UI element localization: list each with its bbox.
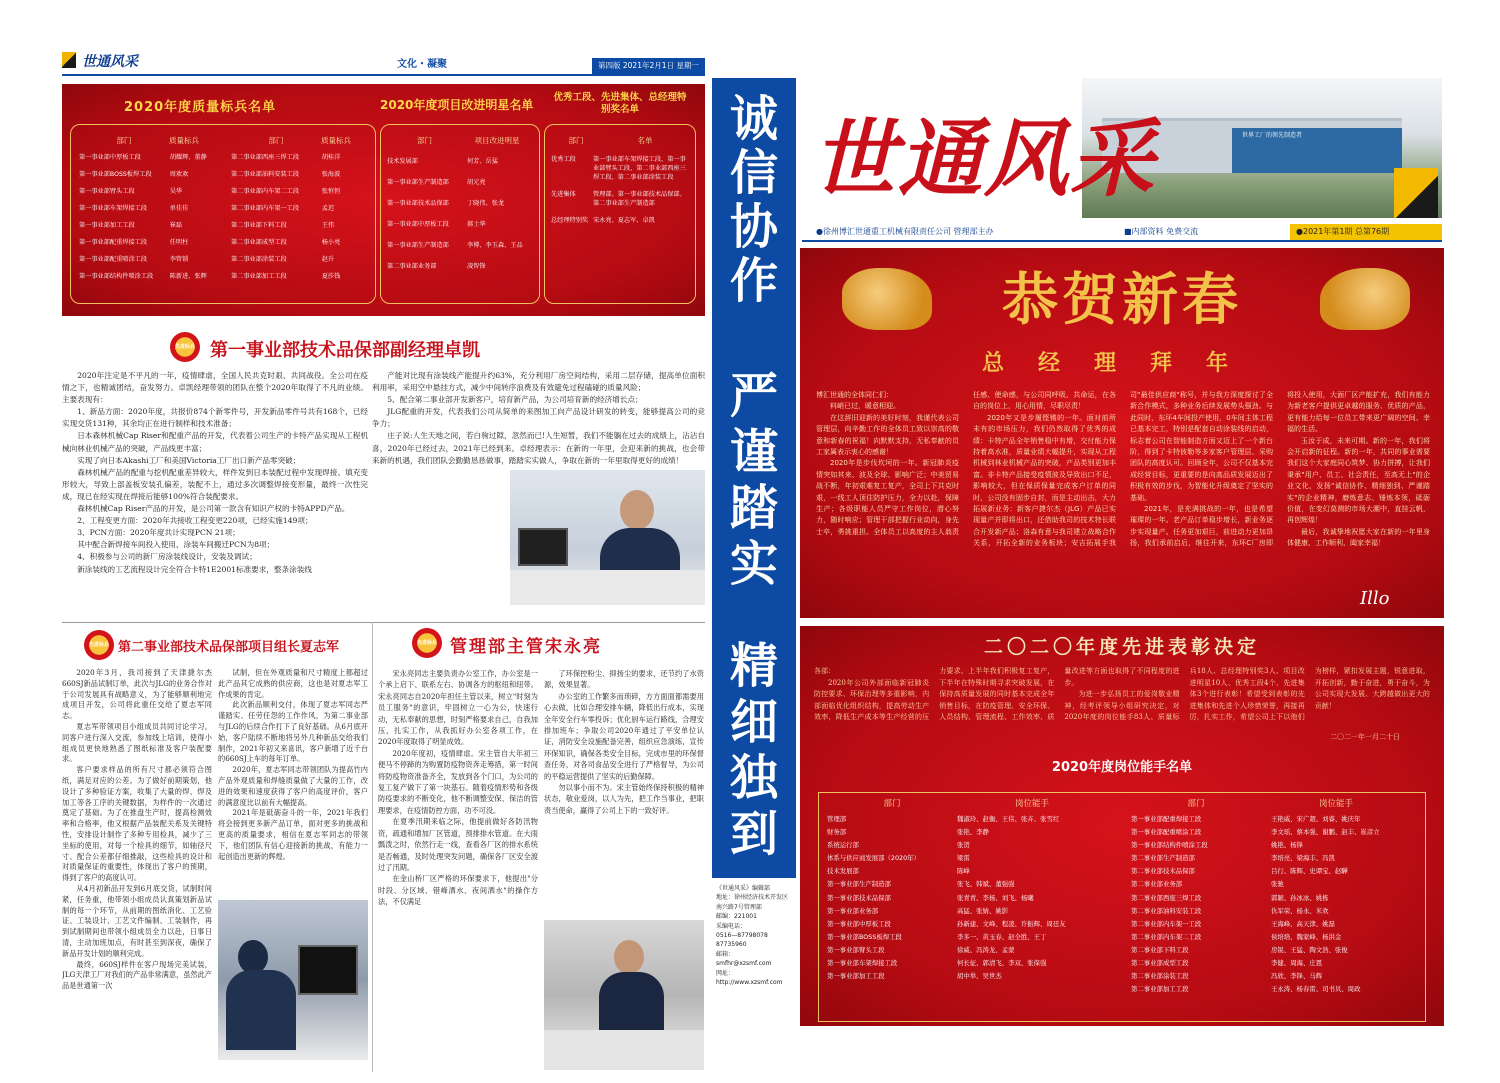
row-names: 王伟: [321, 222, 335, 229]
table-row: [827, 880, 1117, 889]
article2-col2: [218, 668, 368, 898]
row-names: 胡桂洋: [321, 154, 341, 161]
free-note: ■内部资料 免费交流: [1124, 227, 1199, 236]
row-dept: 系统运行部: [827, 841, 859, 850]
row-names: 周欢欢: [169, 171, 189, 178]
row-names: 胡中举、吴世杰: [957, 972, 1002, 981]
paragraph: 最终，660SJ样件在客户现场完美试装，JLG天津工厂对我们的产品非常满意，虽然此产品是世通第一次: [62, 959, 212, 991]
row-dept: 第一事业部中厚板工段: [79, 154, 141, 161]
row-names: 侯培培、魏家峰、杨洪金: [1271, 932, 1342, 941]
issue-number: ●2021年第1期 总第76期: [1290, 224, 1442, 240]
row-names: 李健、周海、庄恩: [1271, 959, 1323, 968]
row-names: 李培亮、梁海丰、冯凯: [1271, 854, 1335, 863]
row-names: 张恒恒: [321, 188, 341, 195]
row-dept: 第一事业部业务部: [827, 906, 879, 915]
experts-h2b: 岗位能手: [1318, 799, 1353, 809]
table-row: [827, 946, 1117, 955]
row-names: 胡元亮: [467, 179, 486, 186]
row-dept: 第二事业部西座三焊工段: [231, 154, 300, 161]
article3-photo: [544, 920, 704, 1070]
banner-title-quality: 2020年度质量标兵名单: [124, 100, 277, 115]
paragraph: 3、PCN方面：2020年度共计实现PCN 21项；: [77, 528, 240, 538]
row-names: 张海波: [321, 171, 341, 178]
row-names: 张驰: [1271, 880, 1284, 889]
row-dept: 第二事业部内车架二工段: [231, 188, 300, 195]
row-dept: 第一事业部配重焊接工段: [79, 239, 148, 246]
row-names: 吕行、陈辉、史谭宝、赵驊: [1271, 867, 1348, 876]
row-names: 陈新进、张辉: [169, 273, 207, 280]
row-dept: 第一事业部臂头工段: [79, 188, 135, 195]
salutation: 料峭已过，暖意相迎。: [830, 402, 900, 411]
paragraph: 新涂装线的工艺流程设计完全符合卡特1E2001标准要求，整条涂装线: [77, 564, 312, 574]
row-dept: 第二事业部涂装工段: [1131, 972, 1189, 981]
table-row: [387, 178, 537, 187]
paragraph: 为进一步弘扬员工的爱岗敬业精神，经考评领导小组研究决定，对2020年度的岗位能手83人、质量标兵18人、总经理特别奖3人、项目改进明星10人、优秀工段4个、先进集体3个进行表彰！希望受到表彰的先进集体和先进个人珍惜荣誉，再接再厉，扎实工作，希望公司上下以他们为榜样，紧扣发展主题，锐意进取，开拓创新，勤于奋进，勇于奋斗，为公司实现大发展、大跨越做出更大的贡献！: [1064, 667, 1430, 722]
award-badge-icon: [412, 628, 442, 658]
article1-photo: [510, 470, 705, 605]
masthead-logo-icon: [1394, 168, 1438, 218]
improve-table: [380, 124, 540, 304]
paragraph: 夏志军带领项目小组成员共同讨论学习，同客户进行深入交流，参加线上培训，使得小组成员更快地熟悉了图纸标准及客户装配要求。: [62, 721, 212, 764]
banner-title-improve: 2020年度项目改进明星名单: [380, 98, 534, 112]
row-dept: 第二事业部西座三焊工段: [1131, 893, 1202, 902]
row-dept: 体系与供应商发展部（2020年）: [827, 854, 920, 863]
quality-h1: 部门: [116, 136, 132, 145]
row-dept: 第二事业部业务部: [1131, 880, 1183, 889]
table-row: [827, 894, 1117, 903]
article3-col1: [378, 668, 538, 1068]
row-dept: 第一事业部生产制造部: [387, 179, 449, 186]
row-names: 冯欣、李锋、马辉: [1271, 972, 1323, 981]
award-title: 二〇二〇年度先进表彰决定: [983, 636, 1260, 658]
quality-h1b: 部门: [268, 136, 284, 145]
table-row: [387, 241, 537, 250]
row-names: 张艳、李静: [957, 828, 989, 837]
row-names: 胡耀辉、董静: [169, 154, 207, 161]
row-dept: 财务部: [827, 828, 847, 837]
table-row: [231, 221, 371, 230]
row-dept: 第一事业部生产制造部: [827, 880, 891, 889]
ox-right-icon: [1320, 268, 1410, 330]
slogan-column: [712, 78, 796, 878]
greeting: 博汇世通的全体同仁们：: [816, 391, 893, 399]
quality-table: [70, 124, 376, 304]
row-dept: 第二事业部下料工段: [1131, 945, 1189, 954]
newyear-panel: [800, 248, 1444, 618]
small-masthead: [62, 48, 705, 76]
row-names: 管理部、第一事业部技术品保部、第二事业部生产制造部: [593, 191, 686, 207]
table-row: [827, 972, 1117, 981]
table-row: [1131, 880, 1421, 889]
row-names: 赵升: [321, 256, 335, 263]
improve-h2: 项目改进明星: [474, 136, 520, 145]
paragraph: 2020年3月，我司接到了天津捷尔杰660SJ新品试制订单，此次与JLG的业务合作对于公司发展具有战略意义，为了能够顺利地完成项目开发，公司将此重任交给了夏志军同志。: [62, 668, 212, 721]
row-dept: 管理部: [827, 815, 847, 823]
badge-text: 先进标兵: [88, 642, 109, 648]
table-row: [231, 153, 371, 162]
row-dept: 第二事业部业务部: [387, 263, 437, 270]
row-dept: 第二事业部加工工段: [231, 273, 287, 280]
row-names: 房锐、王猛、陶文浩、张俊: [1271, 945, 1348, 954]
logo-icon: [62, 52, 76, 68]
honor-banner: [62, 84, 705, 316]
row-dept: 第二事业部成型工段: [231, 239, 287, 246]
row-dept: 技术发展部: [387, 158, 418, 165]
slogan-3: 精细独到: [729, 638, 778, 862]
row-names: 李多一、黄玉春、赵全胜、王丁: [957, 932, 1047, 941]
table-row: [1131, 907, 1421, 916]
table-row: [1131, 972, 1421, 981]
table-row: [827, 920, 1117, 929]
factory-sign: 世界工厂的领先制造者: [1242, 132, 1303, 139]
table-row: [827, 867, 1117, 876]
quality-right-col: [231, 135, 371, 289]
paragraph: 玉汝于成，未来可期。新的一年，我们将会开启新的征程。新的一年，共同的事业需要我们这个大家庭同心筑梦、协力拼搏，让我们秉承"用户、员工、社会责任，至高无上"的企业文化，发扬"诚信协作、精细独到、严谨踏实"的企业精神，磨炼意志、锤炼本领，砥砺价值，在变幻莫测的市场大潮中，直挂云帆，再创辉煌！: [1287, 436, 1430, 525]
paragraph: JLG配重的开发，代表我们公司从简单的来图加工向产品设计研发的转变，能够提高公司的竞争力；: [372, 407, 705, 429]
quality-right-rows: [231, 153, 371, 281]
row-names: 凌智锋: [467, 263, 486, 270]
paragraph: 2020年度初，疫情肆虐。宋主管自大年初三便马不停蹄的为购置防疫物资奔走筹措，第一时间将防疫物资准备齐全，发放到各个门口，为公司的复工复产做下了第一块基石。随着疫情形势和各级防疫要求的不断变化，他不断调整安保、保洁的管理要求，在疫情防控方面，功不可没。: [378, 748, 538, 815]
slogan-2: 严谨踏实: [729, 368, 778, 592]
divider: [62, 622, 705, 623]
row-names: 王艳威、宋广超、刘睿、姚庆年: [1271, 815, 1361, 823]
paragraph: 在夏季汛期来临之际，他提前做好各防汛物资，疏通和增加厂区管道，预排排水管道。在大雨瓢泼之时，依然行走一线，查看各厂区的排水系统是否畅通，及时处理突发问题，确保各厂区安全渡过了汛期。: [378, 817, 538, 872]
paragraph: 办公室的工作繁多而琐碎，方方面面都需要用心去做，比如合理安排车辆，降低出行成本，实现全年安全行车零投诉；优化厨车运行路线，合理安排加班车；争取公司2020年通过了平安单位认证，消防安全设施配备完善，组织应急演练，宣传环保知识，确保各类安全目标，完成市里的环保督查任务，对各司食品安全进行了严格督导，为公司的平稳运营提供了坚实的后勤保障。: [544, 691, 704, 781]
table-row: [1131, 894, 1421, 903]
row-dept: 第一事业部加工工段: [79, 222, 135, 229]
row-names: 王永涛、杨春雷、司书贝、周政: [1271, 985, 1361, 994]
row-names: 李管锁: [169, 256, 189, 263]
row-dept: 第二事业部加工工段: [1131, 985, 1189, 994]
article2-photo: [218, 900, 368, 1060]
paragraph: 2020年，夏志军同志带领团队为提高竹内产品外观质量和焊缝质量做了大量的工作，改进的效果和速度获得了客户的高度评价，客户的满意度比以前有大幅提高。: [218, 765, 368, 807]
row-dept: 先进集体: [551, 191, 576, 198]
row-dept: 第一事业部配重喷涂工段: [79, 256, 148, 263]
quality-h2b: 质量标兵: [321, 136, 351, 145]
banner-title-excellent: 优秀工段、先进集体、总经理特别奖名单: [553, 92, 687, 115]
badge-text: 先进标兵: [174, 344, 195, 350]
masthead-info-bar: [802, 224, 1442, 242]
paragraph: 勿以事小而不为。宋主管始终保持积极的精神状态，敬业爱岗，以人为先，把工作当事业，把职责当使命，赢得了公司上下的一致好评。: [544, 783, 704, 815]
newyear-subtitle: 总经理拜年: [981, 351, 1262, 376]
article2-title: 第二事业部技术品保部项目组长夏志军: [118, 640, 340, 655]
table-row: [827, 841, 1117, 850]
paragraph: 4、积极参与公司的新厂房涂装线设计，安装及调试；: [77, 552, 257, 562]
row-names: 郝士华: [467, 221, 486, 228]
table-row: [79, 170, 219, 179]
table-row: [79, 221, 219, 230]
table-row: [1131, 841, 1421, 850]
row-names: 张青青、李杨、刘飞、杨曦: [957, 893, 1034, 902]
editorial-phone1: 0516—87798078: [716, 932, 768, 940]
row-names: 任明柱: [169, 239, 189, 246]
table-row: [231, 238, 371, 247]
experts-h1b: 部门: [1187, 799, 1205, 809]
masthead-area: [802, 78, 1442, 223]
paragraph: 日本森林机械Cap Riser和配重产品的开发，代表着公司生产的卡特产品实现从工程机械向林业机械产品的突破，产品线更丰富；: [62, 431, 368, 453]
row-names: 杨小亮: [321, 239, 341, 246]
paragraph: 其中配合新焊接车间投入使用、涂装车间搬迁PCN为8项；: [77, 540, 275, 550]
row-names: 丁晓伟、张龙: [467, 200, 505, 207]
paragraph: 5、配合第二事业部开发新客户，培育新产品，为公司培育新的经济增长点；: [387, 395, 643, 405]
table-row: [79, 187, 219, 196]
table-row: [827, 854, 1117, 863]
ox-left-icon: [842, 268, 932, 330]
paragraph: 2、工程变更方面：2020年共接收工程变更220项，已经实施149项；: [77, 516, 313, 526]
row-dept: 第二事业部油料安装工段: [1131, 906, 1202, 915]
table-row: [1131, 946, 1421, 955]
experts-left-rows: [827, 815, 1117, 982]
editorial-web-label: 网址：: [716, 969, 735, 977]
article2-header: [84, 630, 374, 662]
table-row: [387, 199, 537, 208]
table-row: [827, 907, 1117, 916]
table-row: [1131, 959, 1421, 968]
table-row: [79, 153, 219, 162]
row-names: 张飞、韩斌、董强强: [957, 880, 1015, 889]
table-row: [1131, 920, 1421, 929]
editorial-box: [712, 880, 796, 1030]
editorial-phone-label: 采编电话：: [716, 922, 747, 930]
row-names: 第一事业部车架焊接工段、第一事业部臂头工段、第二事业部西座三焊工段、第二事业部涂装工段: [593, 156, 686, 181]
award-badge-icon: [84, 630, 114, 660]
paragraph: 产能对比现有涂装线产能提升约63%，充分利用厂房空间结构，采用二层存储，提高单位面积利用率，采用空中悬挂方式，减少中间转序浪费及有效避免过程磕碰的质量风险；: [372, 371, 705, 393]
paragraph: 试制，但在外观质量和尺寸精度上都超过此产品其它成熟的供应商，这也是对夏志军工作成果的肯定。: [218, 668, 368, 699]
paragraph: 各部：: [814, 667, 835, 675]
row-names: 何芳、岳猛: [467, 158, 498, 165]
row-dept: 第一事业部车架焊接工段: [827, 959, 898, 968]
section-label: 文化・凝聚: [397, 59, 447, 70]
table-row: [551, 190, 693, 208]
editorial-email: smfhr@xzsmf.com: [716, 960, 772, 968]
row-names: 崔磊: [169, 222, 183, 229]
row-names: 李博、李玉森、王品: [467, 242, 523, 249]
article1-header: [170, 330, 670, 366]
paragraph: 客户要求样品的所有尺寸都必须符合图纸，满足对应的公差。为了做好前期策划，他设计了多种验证方案，收集了大量的焊、焊及加工等各工序的关键数据，为样件的一次通过奠定了基础。为了在推盘生产时，提高检测效率和合格率，他又根据产品装配关系及关键特性，安排设计制作了多种专用检具，减少了三坐标的使用，对每一个检具的细节，如轴径尺寸、配合公差都仔细推敲，这些检具的设计和对质量保证的重要性，体现出了客户的预期，得到了客户的高度认可。: [62, 765, 212, 883]
row-dept: 第一事业部车架焊接工段: [79, 205, 148, 212]
paragraph: 从4月初新品开发到6月底交货，试制时间紧，任务重，他带领小组成员认真策划新品试制的每一个环节，从前期的图纸消化、工艺验证、工装设计、工艺文件编制、工装制作，再到试制期间也带领小组成员全力以赴，日事日清，主动加班加点，有时甚至到深夜，确保了新品开发计划的顺利完成。: [62, 883, 212, 958]
paragraph: 2020年又是步履铿锵的一年。面对前所未有的市场压力，我们仍然取得了优秀的成绩：卡特产品全年销售稳中有增，交付能力保持着高水准，质量业绩大幅提升，实现从工程机械到林业机械产品的突破，产品类别更加丰富。非卡特产品接受疫情波及导致出口不足，影响较大，但在保质保量完成客户订单的同时，公司没有固步自封，而是主动出击，大力拓展新业务：新客户捷尔杰（JLG）产品已实现量产并即将出口，还借助我司的技术特长联合开发新产品；洛森有意与我司建立战略合作关系，开拓全新的业务板块；安吉拓展手我司"最佳供应商"称号，并与我方深度探讨了全新合作模式，多种业务后续发展势头强劲。与此同时，东环4车间投产使用，0车间主体工程已基本完工，特别是配套自动涂装线的启动，标志着公司在智能制造方面又迈上了一个新台阶，得到了卡特彼勒等多家客户管理层、采购团队的高度认可。回顾全年，公司不仅基本完成经营目标，更重要的是向高品质发展迈出了积极有效的步伐，为智能化升级奠定了坚实的基础。: [973, 391, 1273, 548]
row-dept: 第一事业部生产制造部: [387, 242, 449, 249]
table-row: [79, 272, 219, 281]
row-names: 徐威、冯涛龙、孟蒙: [957, 945, 1015, 954]
signature: Illo: [1360, 588, 1390, 609]
article3-col2: [544, 668, 704, 913]
row-names: 陈峰: [957, 867, 970, 876]
editorial-zip: 邮编：221001: [716, 913, 757, 921]
row-dept: 第一事业部配重焊接工段: [1131, 815, 1202, 823]
row-names: 吴华: [169, 188, 183, 195]
award-badge-icon: [170, 332, 200, 362]
paragraph: 森林机械产品的配重与挖机配重差异较大，样件发到日本装配过程中发现焊接、填充变形较大，导致上部盖板安装孔偏差，装配不上，通过多次调整焊接变形量，最终一次性完成，现已在经实现在焊接后能够100%符合装配要求。: [62, 467, 368, 501]
table-row: [1131, 828, 1421, 837]
table-row: [827, 933, 1117, 942]
newyear-title: 恭贺新春: [1002, 268, 1242, 333]
row-dept: 第一事业部加工工段: [827, 972, 885, 981]
table-row: [231, 204, 371, 213]
table-row: [827, 959, 1117, 968]
row-names: 魏淑玲、赵衡、王伟、张卉、张雪红: [957, 815, 1060, 823]
quality-left-col: [79, 135, 219, 289]
row-names: 夏莎钱: [321, 273, 341, 280]
paragraph: 最后，我诚挚地祝愿大家在新的一年里身体健康、工作顺利、阖家幸福！: [1287, 527, 1430, 548]
row-dept: 第一事业部BOSS板焊工段: [827, 932, 902, 941]
editorial-addr: 地址：徐州经济技术开发区南兴路7号管理部: [716, 894, 789, 911]
table-row: [827, 815, 1117, 824]
masthead-title: 世通风采: [812, 109, 1157, 208]
excellent-table: [544, 124, 696, 304]
paragraph: 2020年注定是不平凡的一年，疫情肆虐，全国人民共克时艰、共同战役。全公司在疫情之下，也精诚团结，奋发努力。卓凯经理带领的团队在整个2020年取得了不凡的业绩。主要表现有：: [62, 371, 368, 405]
paragraph: 森林机械Cap Riser产品的开发，是公司第一款含有知识产权的卡特APPD产品。: [77, 504, 350, 514]
table-row: [231, 187, 371, 196]
experts-h2: 岗位能手: [1014, 799, 1049, 809]
table-row: [1131, 815, 1421, 824]
table-row: [1131, 933, 1421, 942]
row-names: 孙新建、文峰、程凌、许振辉、周廷友: [957, 919, 1066, 928]
editorial-phone2: 87735960: [716, 941, 747, 949]
table-row: [827, 828, 1117, 837]
newyear-text: [816, 390, 1430, 610]
paragraph: 宋永亮同志主要负责办公室工作，办公室是一个承上启下、联系左右、协调各方的枢纽和纽带。宋永亮同志自2020年担任主管以来，树立"时刻为员工服务"的意识，牢固树立一心为公，快速行动，无私奉献的思想，时刻严格要求自己，自我加压，扎实工作，从我抓好办公室各项工作，在2020年度取得了明显成效。: [378, 669, 538, 747]
row-names: 孟迟: [321, 205, 335, 212]
row-names: 何长征、郭清飞、李双、张保强: [957, 959, 1047, 968]
row-dept: 第二事业部油料安装工段: [231, 171, 300, 178]
row-dept: 优秀工段: [551, 156, 576, 163]
paragraph: 实现了向日本Akashi工厂和美国Victoria工厂出口新产品零突破；: [77, 455, 301, 465]
quality-h2: 质量标兵: [169, 136, 199, 145]
row-names: 郭颖、孙冰冰、姚栋: [1271, 893, 1329, 902]
row-names: 高猛、张婧、姚影: [957, 906, 1009, 915]
row-dept: 技术发展部: [827, 867, 859, 876]
paragraph: 了环保控粉尘、抑扬尘的要求，还节约了水资源，效果显著。: [544, 669, 704, 690]
small-logo-text: 世通风采: [82, 54, 138, 70]
paragraph: 在这辞旧迎新的美好时刻，我谨代表公司管理层，向辛勤工作的全体员工致以崇高的敬意和新春的祝福！向默默支持，无私奉献的员工家属表示衷心的感谢！: [816, 413, 959, 457]
table-row: [387, 262, 537, 271]
article2-col1: [62, 668, 212, 1068]
slogan-1: 诚信协作: [729, 91, 778, 309]
edition-label: 第四版 2021年2月1日 星期一: [592, 58, 705, 74]
sponsor: ●徐州博汇世通重工机械有限责任公司 管理部主办: [816, 227, 994, 236]
paragraph: 2020年公司外部面临新冠肺炎防控要求、环保治理等多重影响，内部面临优化组织结构，提高劳动生产效率，降低生产成本等生产经营的压力要求。上半年我们积极复工复产，下半年在特殊时期寻求突破发展，在保持高质量发展的同时基本完成全年销售目标，在防疫管理、安全环保、人员结构、管理流程、工作效率、质量改进等方面也取得了不同程度的进步。: [814, 667, 1180, 722]
award-panel: [800, 626, 1444, 1026]
improve-rows: [387, 157, 537, 283]
row-dept: 第一事业部中厚板工段: [827, 919, 891, 928]
paragraph: 2021年，是充满挑战的一年，也是希望璀璨的一年。老产品订单稳步增长，新业务逐步实现量产。任务更加艰巨，前进动力更加昂扬，我们承前启后，继往开来，东环C厂房即将投入使用，大面厂区产能扩充，我们有能力为新老客户提供更卓越的服务、优质的产品，更有能力给每一位员工带来更广阔的空间、幸福的生活。: [1130, 391, 1430, 548]
row-names: 张贺: [957, 841, 970, 850]
paragraph: 2021年是砥砺奋斗的一年，2021年我们将会接到更多新产品订单，面对更多的挑战和更高的质量要求，相信在夏志军同志的带领下，他们团队有信心迎接新的挑战，有能力一起创造出更新的辉煌。: [218, 808, 368, 861]
row-names: 仇军荣、杨永、米欢: [1271, 906, 1329, 915]
badge-text: 先进标兵: [416, 640, 437, 646]
row-dept: 第一事业部臂头工段: [827, 945, 885, 954]
row-dept: 第二事业部下料工段: [231, 222, 287, 229]
experts-right-rows: [1131, 815, 1421, 995]
excellent-rows: [551, 155, 693, 233]
article3-title: 管理部主管宋永亮: [450, 637, 602, 657]
experts-h1: 部门: [883, 799, 901, 809]
row-dept: 第二事业部内车架一工段: [231, 205, 300, 212]
row-dept: 第一事业部中厚板工段: [387, 221, 449, 228]
row-dept: 第一事业部结构件喷涂工段: [1131, 841, 1208, 850]
table-row: [79, 238, 219, 247]
quality-left-rows: [79, 153, 219, 281]
table-row: [79, 255, 219, 264]
excellent-h2: 名单: [637, 136, 653, 145]
row-names: 宋永亮、夏志军、卓凯: [593, 217, 655, 224]
experts-box: [818, 792, 1426, 1022]
table-row: [1131, 854, 1421, 863]
row-dept: 第二事业部成型工段: [1131, 959, 1189, 968]
row-dept: 第二事业部内车架二工段: [1131, 932, 1202, 941]
paragraph: 庄子说:人生天地之间，若白驹过隙，忽然而已!人生短暂，我们不能躺在过去的成绩上，沾沾自喜，2020年已经过去，2021年已经到来。卓经理表示：在新的一年里，会迎来新的挑战，也会带来新的机遇，我们团队会勤勤恳恳做事，踏踏实实做人，争取在新的一年里取得更好的成绩！: [372, 431, 705, 465]
paragraph: 2020年是步伐坎坷的一年。新冠肺炎疫情突如其来、波及全球、影响广泛；中美贸易战不断，年初艰难复工复产，全司上下共克时艰，一线工人顶住防护压力，全力以赴，保障生产；各级职能人员严守工作岗位，潜心努力，随时响应；管理干部把握行业动向，身先士卒，勇挑重担。全体员工以高度的主人翁责任感、使命感，与公司同呼吸、共命运，在各自的岗位上，用心用情，尽职尽责！: [816, 391, 1116, 536]
editorial-web: http://www.xzsmf.com: [716, 979, 783, 987]
row-names: 王海峰、高天津、姚磊: [1271, 919, 1335, 928]
editorial-title: 《世通风采》编辑部: [716, 885, 771, 892]
row-dept: 第二事业部内车架一工段: [1131, 919, 1202, 928]
row-dept: 第二事业部技术品保部: [1131, 867, 1195, 876]
award-date: 二〇二一年一月二十日: [1330, 733, 1400, 741]
row-names: 单佳佳: [169, 205, 189, 212]
paragraph: 此次新品顺利交付，体现了夏志军同志严谨踏实、任劳任怨的工作作风，为第二事业部与JLG的后续合作打下了良好基础。从6月底开始，客户陆续不断地将另外几种新品交给我们制作，2021年初又来喜讯，客户新增了近千台的660SJ上车的每年订单。: [218, 700, 368, 764]
experts-title: 2020年度岗位能手名单: [1051, 760, 1193, 775]
excellent-h1: 部门: [568, 136, 584, 145]
row-names: 姚艳、杨锋: [1271, 841, 1303, 850]
table-row: [387, 157, 537, 166]
row-dept: 第一事业部BOSS板焊工段: [79, 171, 152, 178]
row-names: 梁雷: [957, 854, 970, 863]
paragraph: 1、新品方面：2020年度，共报价874个新零件号，开发新品零件号共有168个，已经实现交货131种，其余均正在进行制样和技术准备；: [62, 407, 368, 429]
row-dept: 第一事业部技术品保部: [387, 200, 449, 207]
paragraph: 在金山桥厂区严格的环保要求下，他提出"分时段、分区域、错峰洒水、夜间洒水"的操作方法，不仅满足: [378, 874, 538, 907]
row-dept: 第一事业部配重喷涂工段: [1131, 828, 1202, 837]
row-dept: 第一事业部结构件喷涂工段: [79, 273, 154, 280]
row-dept: 第一事业部技术品保部: [827, 893, 891, 902]
editorial-email-label: 邮箱：: [716, 950, 735, 958]
table-row: [1131, 867, 1421, 876]
table-row: [551, 216, 693, 225]
table-row: [79, 204, 219, 213]
article3-header: [412, 628, 702, 662]
table-row: [231, 170, 371, 179]
table-row: [231, 255, 371, 264]
table-row: [387, 220, 537, 229]
table-row: [1131, 985, 1421, 994]
row-dept: 第二事业部涂装工段: [231, 256, 287, 263]
row-dept: 总经理特别奖: [551, 217, 589, 224]
row-names: 李文瑶、蔡本强、谢鹏、赵丰、崔彦立: [1271, 828, 1380, 837]
table-row: [231, 272, 371, 281]
article1-col1: [62, 370, 368, 620]
article1-title: 第一事业部技术品保部副经理卓凯: [210, 340, 480, 361]
improve-h1: 部门: [417, 136, 432, 145]
divider: [372, 622, 373, 1072]
row-dept: 第二事业部生产制造部: [1131, 854, 1195, 863]
table-row: [551, 155, 693, 182]
